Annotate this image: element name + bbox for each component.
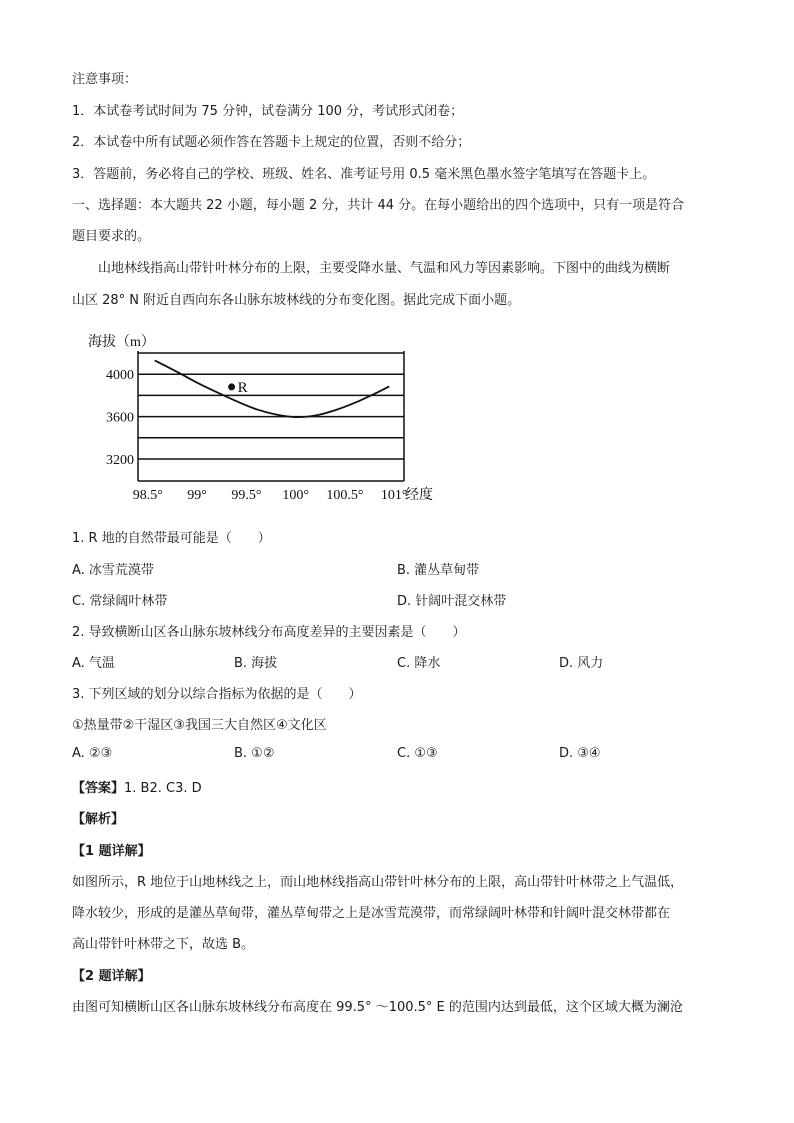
q2-option-a[interactable]: A. 气温 — [72, 656, 115, 671]
answer-text: 1. B2. C3. D — [124, 781, 202, 796]
series-group — [155, 360, 389, 417]
analysis-label: 【解析】 — [72, 812, 125, 827]
y-axis-label: 海拔（m） — [88, 335, 155, 350]
x-tick-label-2: 99.5° — [231, 488, 262, 503]
q1-option-b[interactable]: B. 灌丛草甸带 — [397, 563, 480, 578]
intro-line2: 山区 28° N 附近自西向东各山脉东坡林线的分布变化图。据此完成下面小题。 — [72, 293, 521, 308]
q1-option-a[interactable]: A. 冰雪荒漠带 — [72, 563, 154, 578]
q1-analysis-line1: 如图所示，R 地位于山地林线之上，而山地林线指高山带针叶林分布的上限，高山带针叶林带之上气温低， — [72, 875, 684, 890]
x-ticks — [133, 486, 433, 503]
q3-option-c[interactable]: C. ①③ — [397, 746, 438, 761]
q3-option-a[interactable]: A. ②③ — [72, 746, 113, 761]
q2-option-c[interactable]: C. 降水 — [397, 656, 441, 671]
q2-analysis-line1: 由图可知横断山区各山脉东坡林线分布高度在 99.5° ～100.5° E 的范围内达到最低，这个区域大概为澜沧 — [72, 1000, 683, 1015]
x-tick-label-4: 100.5° — [326, 488, 364, 503]
notice-item-1: 1．本试卷考试时间为 75 分钟，试卷满分 100 分，考试形式闭卷； — [72, 104, 464, 119]
intro-line1: 山地林线指高山带针叶林分布的上限，主要受降水量、气温和风力等因素影响。下图中的曲线为横断 — [98, 261, 671, 276]
q1-option-c[interactable]: C. 常绿阔叶林带 — [72, 594, 168, 609]
q1-analysis-header: 【1 题详解】 — [72, 844, 151, 859]
q2-option-b[interactable]: B. 海拔 — [234, 656, 278, 671]
answer-label: 【答案】 — [72, 781, 125, 796]
q3-option-d[interactable]: D. ③④ — [559, 746, 601, 761]
point-label-R: R — [237, 379, 248, 396]
q2-option-d[interactable]: D. 风力 — [559, 656, 604, 671]
x-axis-label: 经度 — [405, 488, 433, 503]
x-tick-label-1: 99° — [187, 488, 207, 503]
notice-item-2: 2．本试卷中所有试题必须作答在答题卡上规定的位置，否则不给分； — [72, 135, 471, 150]
y-ticks — [106, 368, 134, 468]
question-2-stem: 2. 导致横断山区各山脉东坡林线分布高度差异的主要因素是（ ） — [72, 625, 466, 640]
y-tick-label-3200: 3200 — [106, 453, 134, 468]
treeline-chart — [80, 323, 450, 508]
y-tick-label-3600: 3600 — [106, 410, 134, 426]
notice-title: 注意事项： — [72, 72, 138, 87]
gridlines — [138, 353, 404, 459]
x-tick-label-5: 101° — [380, 488, 408, 503]
section-heading-line2: 题目要求的。 — [72, 229, 151, 244]
question-1-stem: 1. R 地的自然带最可能是（ ） — [72, 531, 271, 546]
q2-analysis-header: 【2 题详解】 — [72, 969, 151, 984]
x-tick-label-0: 98.5° — [132, 488, 163, 503]
annotations — [228, 380, 248, 396]
notice-item-3: 3．答题前，务必将自己的学校、班级、姓名、准考证号用 0.5 毫米黑色墨水签字笔填写在答题卡上。 — [72, 167, 656, 182]
question-3-sub: ①热量带②干湿区③我国三大自然区④文化区 — [72, 718, 327, 733]
y-tick-label-4000: 4000 — [106, 368, 134, 384]
x-tick-label-3: 100° — [282, 488, 309, 503]
section-heading-line1: 一、选择题：本大题共 22 小题，每小题 2 分，共计 44 分。在每小题给出的四个选项中，只有一项是符合 — [72, 198, 685, 213]
point-R — [228, 383, 235, 390]
question-3-stem: 3. 下列区域的划分以综合指标为依据的是（ ） — [72, 687, 362, 702]
q1-analysis-line2: 降水较少，形成的是灌丛草甸带，灌丛草甸带之上是冰雪荒漠带，而常绿阔叶林带和针阔叶混交林带都在 — [72, 906, 671, 921]
q1-option-d[interactable]: D. 针阔叶混交林带 — [397, 594, 507, 609]
q3-option-b[interactable]: B. ①② — [234, 746, 275, 761]
answer-line — [72, 777, 202, 796]
series-line-0 — [155, 360, 389, 417]
q1-analysis-line3: 高山带针叶林带之下，故选 B。 — [72, 937, 255, 952]
